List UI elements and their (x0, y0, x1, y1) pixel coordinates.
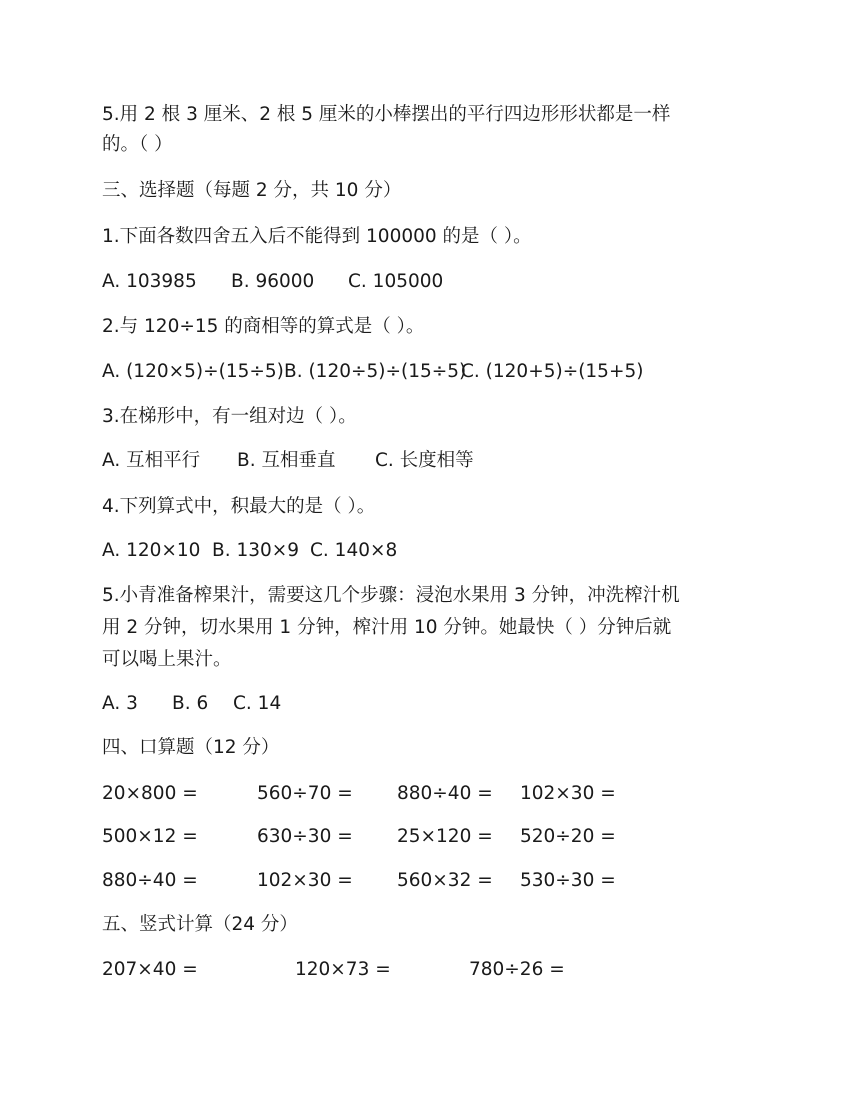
math-problem: 630÷30 = (257, 826, 353, 847)
math-problem: 880÷40 = (102, 870, 198, 891)
section3-q5-stem-line1: 5.小青准备榨果汁，需要这几个步骤：浸泡水果用 3 分钟，冲洗榨汁机 (102, 585, 680, 606)
math-problem: 520÷20 = (520, 826, 616, 847)
option-a: A. 3 (102, 693, 138, 714)
option-b: B. 6 (172, 693, 209, 714)
option-c: C. 14 (233, 693, 282, 714)
option-b: B. (120÷5)÷(15÷5) (284, 361, 467, 382)
section3-heading: 三、选择题（每题 2 分，共 10 分） (102, 180, 402, 201)
option-a: A. 103985 (102, 271, 197, 292)
section3-q4-stem: 4.下列算式中，积最大的是（ ）。 (102, 496, 376, 517)
section5-heading: 五、竖式计算（24 分） (102, 914, 298, 935)
judgement-q5-line2: 的。（ ） (102, 134, 173, 155)
option-c: C. (120+5)÷(15+5) (461, 361, 644, 382)
option-a: A. 互相平行 (102, 450, 201, 471)
math-problem: 530÷30 = (520, 870, 616, 891)
section3-q3-stem: 3.在梯形中，有一组对边（ ）。 (102, 406, 357, 427)
math-problem: 20×800 = (102, 783, 198, 804)
math-problem: 560÷70 = (257, 783, 353, 804)
option-b: B. 96000 (231, 271, 315, 292)
section3-q5-stem-line2: 用 2 分钟，切水果用 1 分钟，榨汁用 10 分钟。她最快（ ）分钟后就 (102, 617, 672, 638)
math-problem: 102×30 = (520, 783, 616, 804)
option-c: C. 105000 (348, 271, 444, 292)
option-b: B. 互相垂直 (237, 450, 336, 471)
math-problem: 102×30 = (257, 870, 353, 891)
option-a: A. 120×10 (102, 540, 201, 561)
option-b: B. 130×9 (212, 540, 300, 561)
section3-q1-stem: 1.下面各数四舍五入后不能得到 100000 的是（ ）。 (102, 226, 532, 247)
math-problem: 500×12 = (102, 826, 198, 847)
option-c: C. 长度相等 (375, 450, 474, 471)
math-problem: 780÷26 = (469, 959, 565, 980)
math-problem: 207×40 = (102, 959, 198, 980)
option-a: A. (120×5)÷(15÷5) (102, 361, 284, 382)
math-problem: 120×73 = (295, 959, 391, 980)
option-c: C. 140×8 (310, 540, 398, 561)
section3-q5-stem-line3: 可以喝上果汁。 (102, 649, 232, 670)
judgement-q5-line1: 5.用 2 根 3 厘米、2 根 5 厘米的小棒摆出的平行四边形形状都是一样 (102, 104, 671, 125)
math-problem: 560×32 = (397, 870, 493, 891)
math-problem: 25×120 = (397, 826, 493, 847)
section3-q2-stem: 2.与 120÷15 的商相等的算式是（ ）。 (102, 316, 425, 337)
section4-heading: 四、口算题（12 分） (102, 737, 280, 758)
math-problem: 880÷40 = (397, 783, 493, 804)
